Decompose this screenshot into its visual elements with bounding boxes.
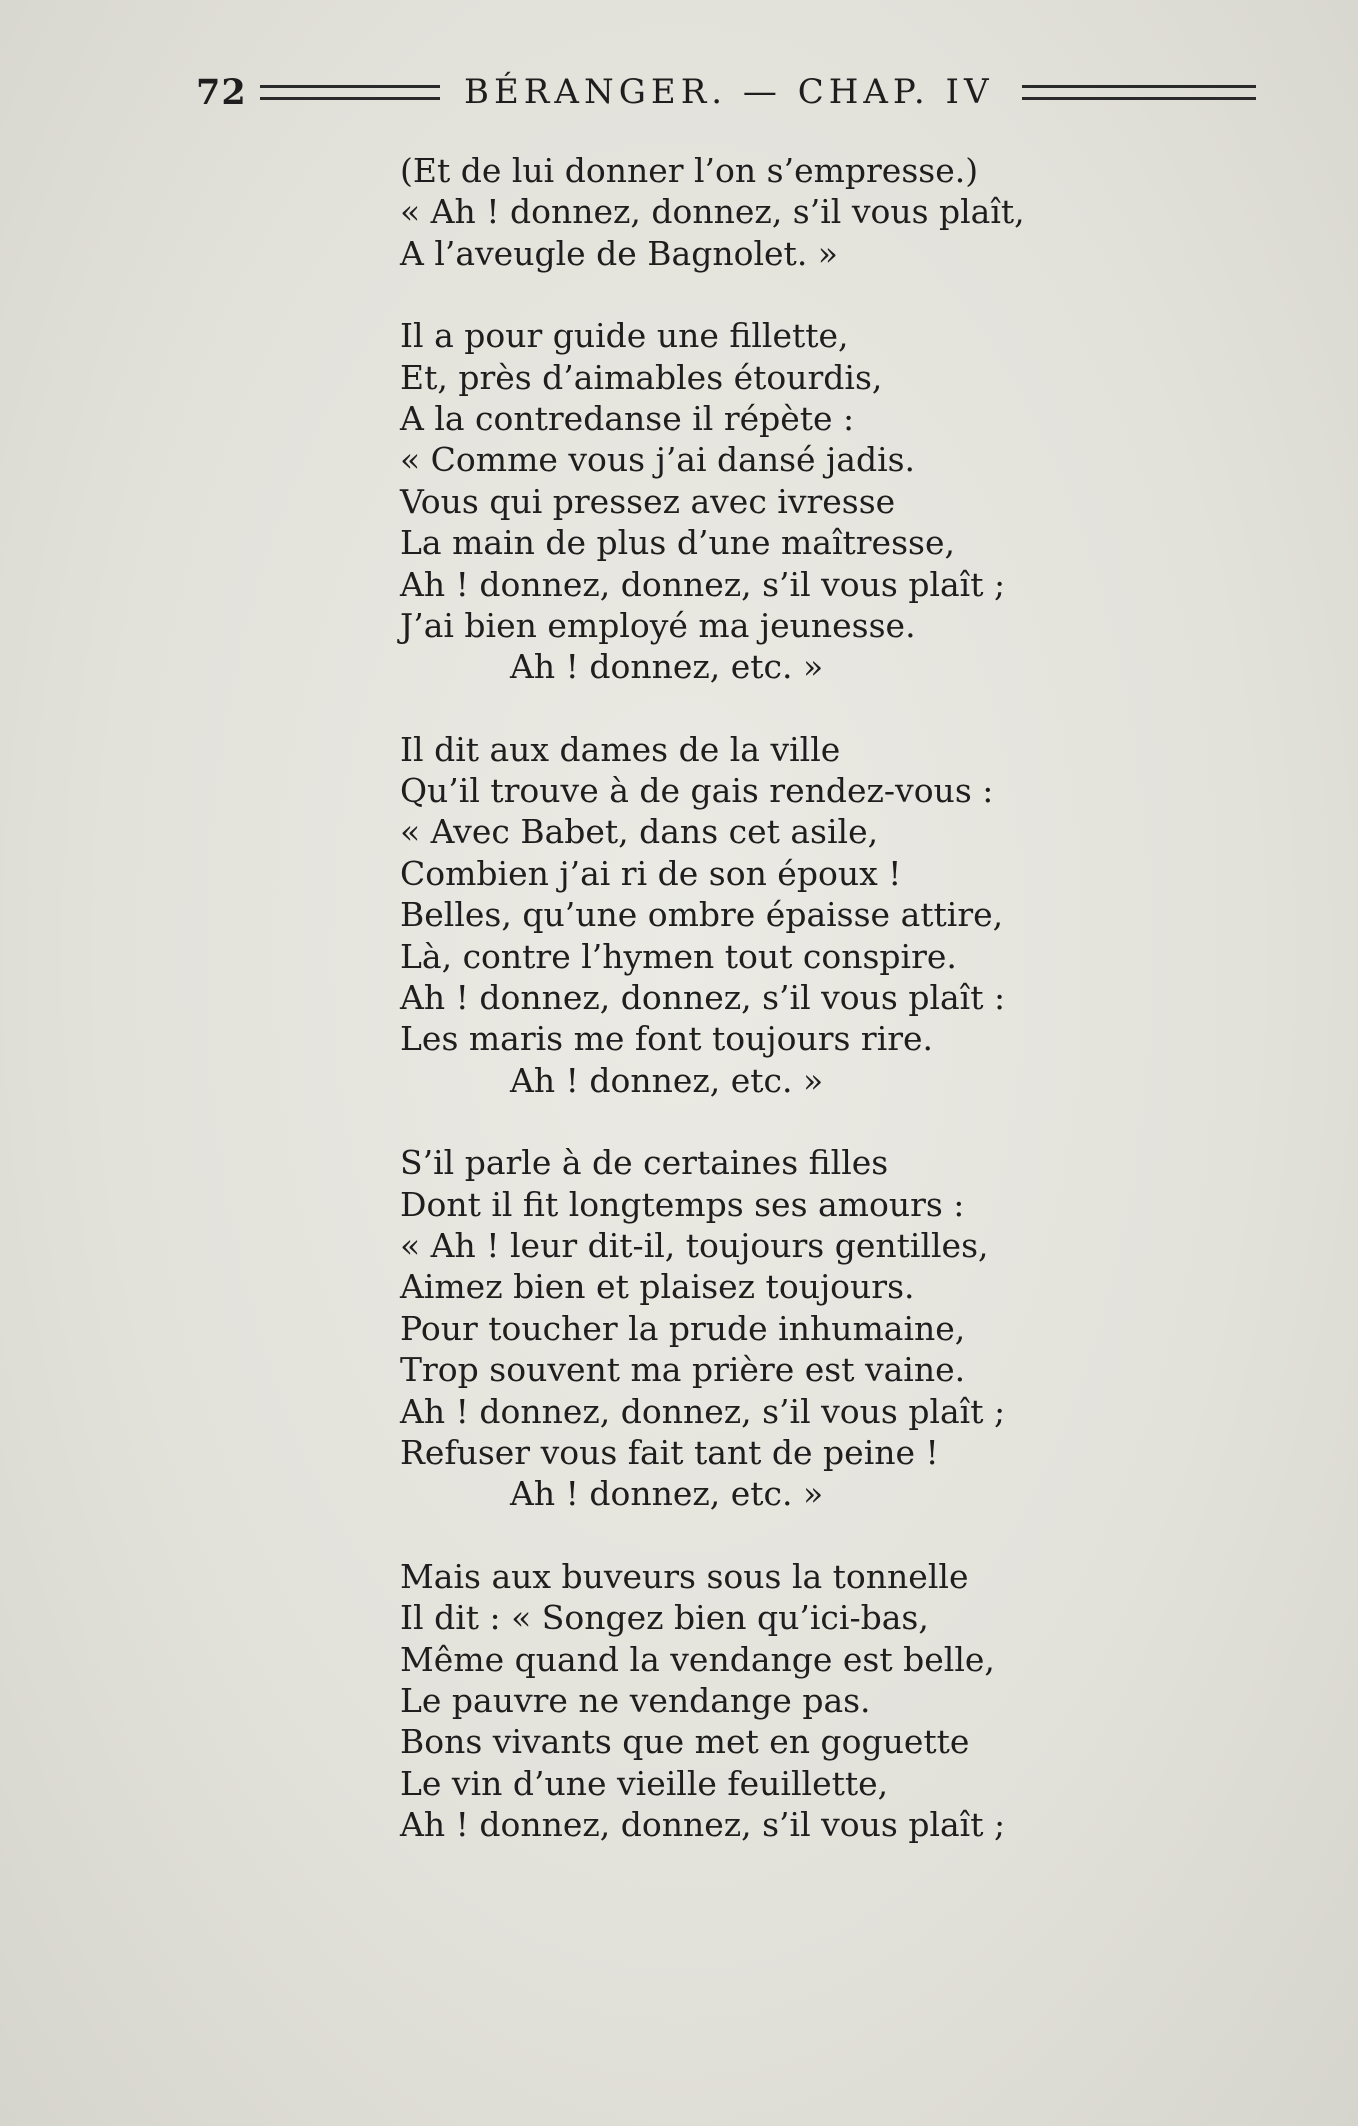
verse-line: Pour toucher la prude inhumaine, <box>400 1308 966 1348</box>
header-rule-right <box>1022 85 1256 100</box>
verse-line: La main de plus d’une maîtresse, <box>400 523 955 563</box>
verse-line: Trop souvent ma prière est vaine. <box>400 1350 966 1390</box>
verse-line: Ah ! donnez, donnez, s’il vous plaît ; <box>400 1805 1006 1845</box>
page-number: 72 <box>196 71 247 113</box>
verse-line: A la contredanse il répète : <box>400 398 855 438</box>
verse-line: Les maris me font toujours rire. <box>400 1019 934 1059</box>
verse-line: S’il parle à de certaines filles <box>400 1143 889 1183</box>
verse-line: Bons vivants que met en goguette <box>400 1722 970 1762</box>
verse-line: Et, près d’aimables étourdis, <box>400 357 883 397</box>
verse-line: J’ai bien employé ma jeunesse. <box>400 605 916 645</box>
verse-line: « Avec Babet, dans cet asile, <box>400 812 879 852</box>
verse-line: Aimez bien et plaisez toujours. <box>400 1267 915 1307</box>
refrain-line: Ah ! donnez, etc. » <box>510 1474 824 1514</box>
verse-line: Le vin d’une vieille feuillette, <box>400 1763 889 1803</box>
verse-line: « Comme vous j’ai dansé jadis. <box>400 440 916 480</box>
verse-line: A l’aveugle de Bagnolet. » <box>400 233 838 273</box>
running-header <box>196 68 1280 116</box>
stanza <box>400 150 1300 274</box>
verse-line: Dont il fit longtemps ses amours : <box>400 1184 965 1224</box>
verse-line: Ah ! donnez, donnez, s’il vous plaît : <box>400 978 1006 1018</box>
stanza <box>400 1142 1300 1515</box>
refrain-line: Ah ! donnez, etc. » <box>510 1060 824 1100</box>
refrain-line: Ah ! donnez, etc. » <box>510 647 824 687</box>
poem-body <box>400 150 1300 1886</box>
verse-line: Là, contre l’hymen tout conspire. <box>400 936 957 976</box>
stanza <box>400 729 1300 1102</box>
verse-line: Mais aux buveurs sous la tonnelle <box>400 1556 969 1596</box>
verse-line: (Et de lui donner l’on s’empresse.) <box>400 151 979 190</box>
stanza <box>400 315 1300 688</box>
stanza <box>400 1556 1300 1846</box>
verse-line: Le pauvre ne vendange pas. <box>400 1680 871 1720</box>
verse-line: Il dit : « Songez bien qu’ici-bas, <box>400 1598 929 1638</box>
verse-line: Qu’il trouve à de gais rendez-vous : <box>400 771 994 811</box>
verse-line: Il a pour guide une fillette, <box>400 316 849 356</box>
verse-line: Ah ! donnez, donnez, s’il vous plaît ; <box>400 1391 1006 1431</box>
running-title: BÉRANGER. — CHAP. IV <box>464 72 994 112</box>
verse-line: Combien j’ai ri de son époux ! <box>400 853 902 893</box>
header-rule-left <box>260 85 440 100</box>
verse-line: Vous qui pressez avec ivresse <box>400 481 896 521</box>
verse-line: « Ah ! donnez, donnez, s’il vous plaît, <box>400 192 1025 232</box>
verse-line: Ah ! donnez, donnez, s’il vous plaît ; <box>400 564 1006 604</box>
verse-line: Refuser vous fait tant de peine ! <box>400 1432 939 1472</box>
verse-line: Belles, qu’une ombre épaisse attire, <box>400 895 1004 935</box>
verse-line: « Ah ! leur dit-il, toujours gentilles, <box>400 1225 989 1265</box>
verse-line: Même quand la vendange est belle, <box>400 1639 995 1679</box>
verse-line: Il dit aux dames de la ville <box>400 729 841 769</box>
